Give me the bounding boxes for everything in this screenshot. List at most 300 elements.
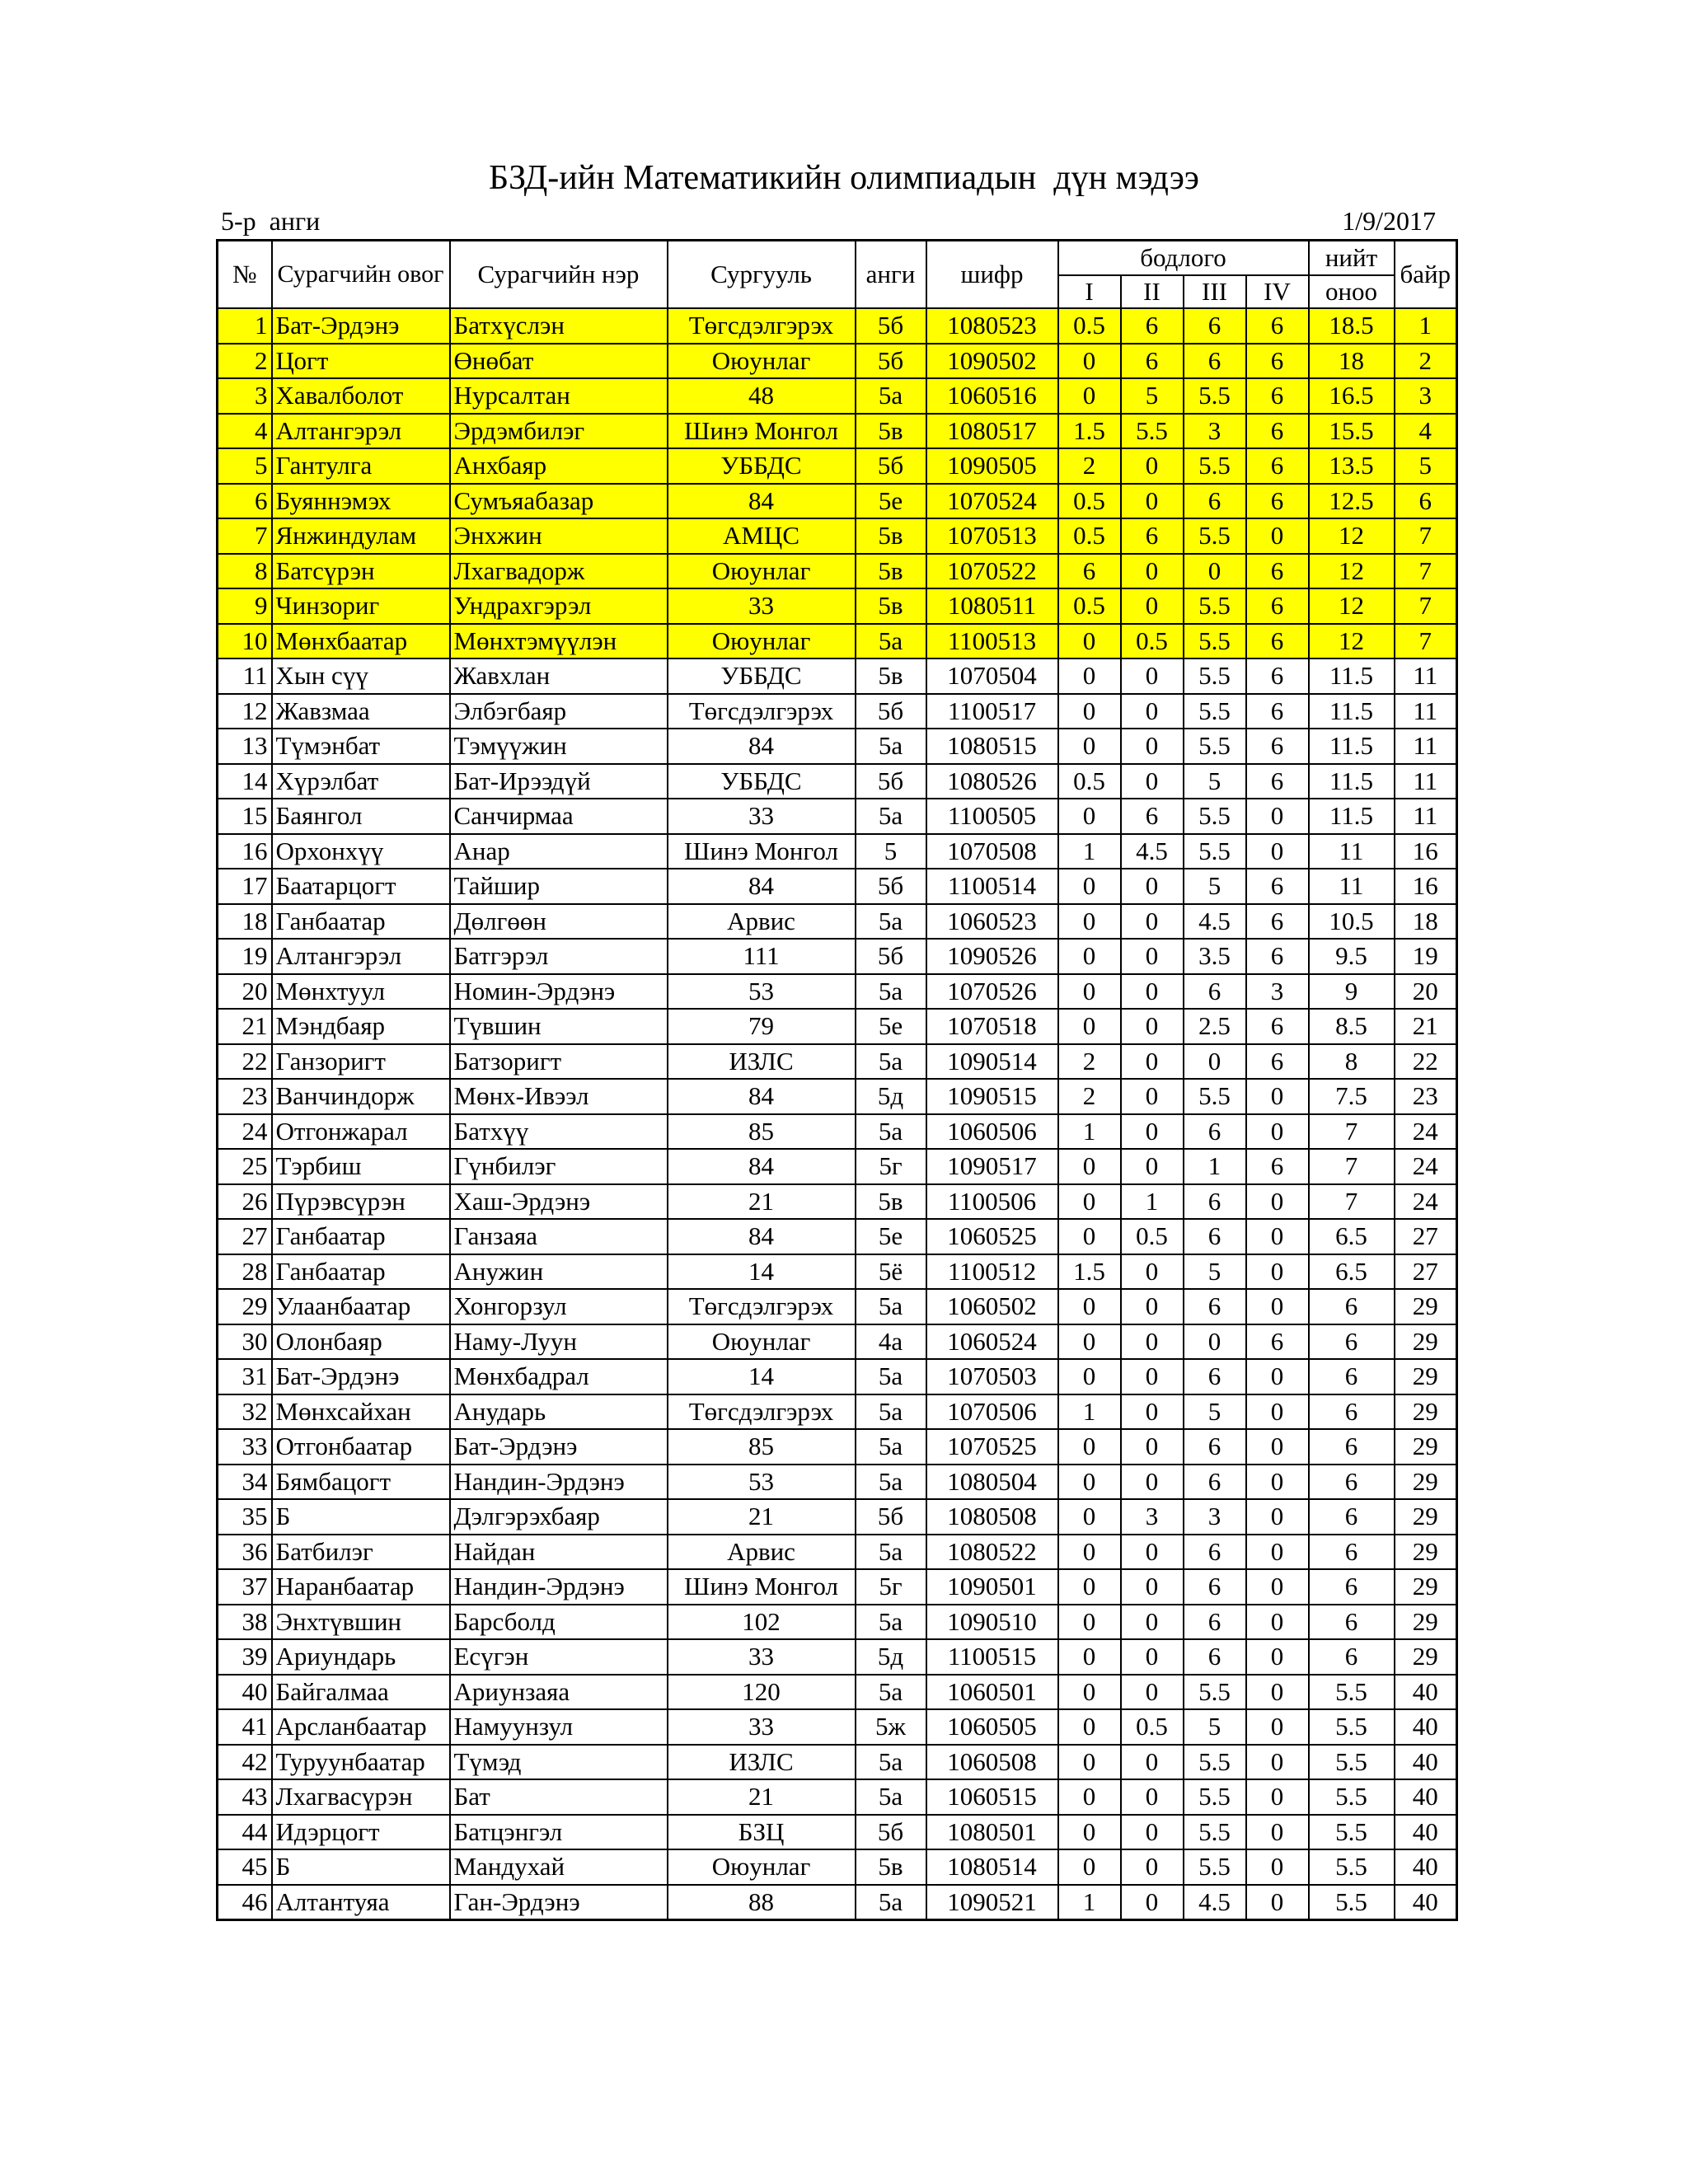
table-row	[218, 1254, 1457, 1290]
cell-problem-3: 5.5	[1184, 518, 1246, 554]
cell-total: 6.5	[1309, 1254, 1395, 1290]
cell-rank: 18	[1395, 904, 1457, 940]
cell-rank: 29	[1395, 1605, 1457, 1640]
cell-class: 5б	[856, 1499, 926, 1535]
cell-name: Наму-Луун	[450, 1324, 668, 1360]
cell-problem-2: 0	[1121, 484, 1184, 519]
cell-surname: Байгалмаа	[272, 1675, 450, 1710]
cell-rank: 4	[1395, 414, 1457, 449]
cell-problem-2: 4.5	[1121, 834, 1184, 869]
cell-problem-3: 3	[1184, 414, 1246, 449]
cell-school: 84	[668, 484, 856, 519]
header-total-line2: оноо	[1309, 275, 1395, 308]
table-row	[218, 588, 1457, 624]
cell-problem-3: 5.5	[1184, 834, 1246, 869]
cell-no: 29	[218, 1289, 272, 1324]
cell-class: 5а	[856, 1779, 926, 1815]
cell-surname: Чинзориг	[272, 588, 450, 624]
cell-problem-1: 1.5	[1058, 414, 1121, 449]
cell-problem-1: 0.5	[1058, 308, 1121, 344]
cell-surname: Баянгол	[272, 799, 450, 834]
cell-total: 7	[1309, 1149, 1395, 1184]
cell-total: 11.5	[1309, 729, 1395, 764]
cell-problem-3: 5.5	[1184, 1745, 1246, 1780]
cell-problem-4: 0	[1246, 1499, 1309, 1535]
table-row	[218, 764, 1457, 799]
cell-problem-3: 5.5	[1184, 1779, 1246, 1815]
cell-class: 5а	[856, 1044, 926, 1080]
cell-problem-2: 0	[1121, 729, 1184, 764]
table-row	[218, 1219, 1457, 1254]
cell-code: 1070506	[926, 1394, 1058, 1430]
cell-total: 6.5	[1309, 1219, 1395, 1254]
cell-class: 5е	[856, 1009, 926, 1044]
cell-total: 7.5	[1309, 1079, 1395, 1114]
cell-no: 15	[218, 799, 272, 834]
cell-problem-2: 0	[1121, 1675, 1184, 1710]
cell-problem-2: 6	[1121, 308, 1184, 344]
cell-problem-4: 6	[1246, 1149, 1309, 1184]
cell-no: 35	[218, 1499, 272, 1535]
cell-problem-2: 6	[1121, 799, 1184, 834]
cell-problem-4: 0	[1246, 799, 1309, 834]
table-body	[218, 308, 1457, 1920]
cell-school: 33	[668, 799, 856, 834]
cell-problem-3: 5.5	[1184, 588, 1246, 624]
cell-class: 5а	[856, 1359, 926, 1394]
cell-rank: 40	[1395, 1745, 1457, 1780]
cell-class: 5а	[856, 1114, 926, 1150]
cell-problem-1: 0	[1058, 904, 1121, 940]
cell-rank: 11	[1395, 764, 1457, 799]
cell-no: 34	[218, 1465, 272, 1500]
cell-total: 11.5	[1309, 799, 1395, 834]
cell-problem-3: 5.5	[1184, 1849, 1246, 1885]
cell-school: Арвис	[668, 1535, 856, 1570]
cell-surname: Хавалболот	[272, 378, 450, 414]
cell-name: Анар	[450, 834, 668, 869]
cell-problem-4: 6	[1246, 1324, 1309, 1360]
cell-rank: 1	[1395, 308, 1457, 344]
table-row	[218, 974, 1457, 1010]
cell-problem-4: 0	[1246, 1815, 1309, 1850]
cell-name: Жавхлан	[450, 658, 668, 694]
cell-problem-1: 0	[1058, 869, 1121, 904]
table-row	[218, 1605, 1457, 1640]
table-row	[218, 1044, 1457, 1080]
cell-name: Барсболд	[450, 1605, 668, 1640]
cell-problem-1: 0	[1058, 974, 1121, 1010]
cell-name: Өнөбат	[450, 344, 668, 379]
cell-name: Ганзаяа	[450, 1219, 668, 1254]
cell-problem-2: 0	[1121, 1745, 1184, 1780]
cell-name: Мөнхбадрал	[450, 1359, 668, 1394]
cell-class: 5б	[856, 694, 926, 729]
cell-problem-4: 6	[1246, 414, 1309, 449]
cell-code: 1100515	[926, 1639, 1058, 1675]
cell-problem-3: 5	[1184, 764, 1246, 799]
cell-problem-2: 0	[1121, 1009, 1184, 1044]
table-row	[218, 484, 1457, 519]
cell-name: Элбэгбаяр	[450, 694, 668, 729]
cell-name: Мандухай	[450, 1849, 668, 1885]
cell-class: 5а	[856, 799, 926, 834]
cell-class: 5е	[856, 484, 926, 519]
cell-school: Шинэ Монгол	[668, 834, 856, 869]
cell-class: 5г	[856, 1569, 926, 1605]
cell-problem-4: 6	[1246, 378, 1309, 414]
cell-problem-4: 0	[1246, 1184, 1309, 1220]
cell-surname: Б	[272, 1849, 450, 1885]
cell-name: Хаш-Эрдэнэ	[450, 1184, 668, 1220]
cell-problem-2: 0	[1121, 588, 1184, 624]
cell-total: 6	[1309, 1465, 1395, 1500]
cell-code: 1070513	[926, 518, 1058, 554]
cell-school: 53	[668, 1465, 856, 1500]
cell-surname: Алтангэрэл	[272, 414, 450, 449]
cell-problem-3: 6	[1184, 1359, 1246, 1394]
cell-problem-3: 5.5	[1184, 729, 1246, 764]
cell-problem-4: 0	[1246, 1254, 1309, 1290]
cell-code: 1060506	[926, 1114, 1058, 1150]
cell-problem-2: 0	[1121, 448, 1184, 484]
page-title: БЗД-ийн Математикийн олимпиадын дүн мэдээ	[489, 159, 1199, 197]
table-row	[218, 1324, 1457, 1360]
cell-problem-1: 2	[1058, 448, 1121, 484]
cell-problem-3: 0	[1184, 1044, 1246, 1080]
cell-problem-2: 0	[1121, 1289, 1184, 1324]
cell-no: 10	[218, 624, 272, 659]
cell-problem-1: 0	[1058, 658, 1121, 694]
cell-no: 11	[218, 658, 272, 694]
cell-surname: Түмэнбат	[272, 729, 450, 764]
cell-rank: 21	[1395, 1009, 1457, 1044]
cell-code: 1090505	[926, 448, 1058, 484]
table-row	[218, 729, 1457, 764]
cell-total: 9	[1309, 974, 1395, 1010]
cell-problem-1: 0	[1058, 1569, 1121, 1605]
cell-name: Нандин-Эрдэнэ	[450, 1465, 668, 1500]
cell-rank: 29	[1395, 1324, 1457, 1360]
cell-problem-4: 0	[1246, 1114, 1309, 1150]
cell-total: 11.5	[1309, 764, 1395, 799]
cell-rank: 29	[1395, 1499, 1457, 1535]
cell-total: 5.5	[1309, 1745, 1395, 1780]
cell-total: 6	[1309, 1499, 1395, 1535]
cell-problem-1: 2	[1058, 1079, 1121, 1114]
cell-surname: Гантулга	[272, 448, 450, 484]
cell-problem-4: 0	[1246, 1675, 1309, 1710]
cell-no: 37	[218, 1569, 272, 1605]
cell-name: Нурсалтан	[450, 378, 668, 414]
cell-problem-3: 6	[1184, 1429, 1246, 1465]
cell-problem-3: 0	[1184, 1324, 1246, 1360]
cell-no: 41	[218, 1709, 272, 1745]
cell-problem-4: 6	[1246, 1009, 1309, 1044]
cell-surname: Бямбацогт	[272, 1465, 450, 1500]
cell-rank: 3	[1395, 378, 1457, 414]
cell-code: 1070522	[926, 554, 1058, 589]
header-problem-1: I	[1058, 275, 1121, 308]
cell-surname: Янжиндулам	[272, 518, 450, 554]
cell-problem-1: 0	[1058, 1429, 1121, 1465]
table-row	[218, 1535, 1457, 1570]
table-row	[218, 1079, 1457, 1114]
cell-name: Батцэнгэл	[450, 1815, 668, 1850]
table-row	[218, 834, 1457, 869]
cell-problem-4: 6	[1246, 939, 1309, 974]
cell-problem-3: 4.5	[1184, 904, 1246, 940]
cell-problem-4: 0	[1246, 1394, 1309, 1430]
cell-code: 1060515	[926, 1779, 1058, 1815]
cell-problem-2: 5.5	[1121, 414, 1184, 449]
cell-class: 5а	[856, 1289, 926, 1324]
cell-class: 5в	[856, 588, 926, 624]
cell-no: 27	[218, 1219, 272, 1254]
cell-name: Мөнх-Ивээл	[450, 1079, 668, 1114]
table-row	[218, 939, 1457, 974]
cell-code: 1090501	[926, 1569, 1058, 1605]
table-row	[218, 518, 1457, 554]
cell-total: 12.5	[1309, 484, 1395, 519]
cell-problem-3: 5.5	[1184, 378, 1246, 414]
cell-code: 1080522	[926, 1535, 1058, 1570]
cell-problem-3: 1	[1184, 1149, 1246, 1184]
cell-problem-2: 0	[1121, 1359, 1184, 1394]
cell-surname: Мөнхсайхан	[272, 1394, 450, 1430]
report-date: 1/9/2017	[1342, 206, 1436, 236]
cell-surname: Наранбаатар	[272, 1569, 450, 1605]
cell-problem-1: 1	[1058, 1394, 1121, 1430]
cell-name: Анужин	[450, 1254, 668, 1290]
cell-rank: 11	[1395, 694, 1457, 729]
cell-code: 1090515	[926, 1079, 1058, 1114]
cell-rank: 11	[1395, 658, 1457, 694]
cell-code: 1070526	[926, 974, 1058, 1010]
cell-surname: Баатарцогт	[272, 869, 450, 904]
cell-school: 84	[668, 869, 856, 904]
cell-school: Оюунлаг	[668, 1324, 856, 1360]
cell-problem-4: 6	[1246, 484, 1309, 519]
cell-code: 1060524	[926, 1324, 1058, 1360]
cell-problem-2: 0	[1121, 1079, 1184, 1114]
cell-class: 5а	[856, 729, 926, 764]
cell-rank: 40	[1395, 1815, 1457, 1850]
cell-code: 1080515	[926, 729, 1058, 764]
cell-class: 5в	[856, 414, 926, 449]
header-no: №	[218, 241, 272, 309]
cell-problem-4: 0	[1246, 834, 1309, 869]
cell-surname: Ганзоригт	[272, 1044, 450, 1080]
cell-class: 5б	[856, 308, 926, 344]
cell-problem-3: 6	[1184, 1639, 1246, 1675]
cell-surname: Орхонхүү	[272, 834, 450, 869]
cell-total: 8.5	[1309, 1009, 1395, 1044]
cell-no: 16	[218, 834, 272, 869]
cell-no: 13	[218, 729, 272, 764]
cell-total: 6	[1309, 1394, 1395, 1430]
cell-surname: Ганбаатар	[272, 1254, 450, 1290]
cell-no: 31	[218, 1359, 272, 1394]
cell-school: 21	[668, 1499, 856, 1535]
cell-name: Ган-Эрдэнэ	[450, 1885, 668, 1920]
cell-school: 111	[668, 939, 856, 974]
cell-total: 11.5	[1309, 658, 1395, 694]
cell-surname: Бат-Эрдэнэ	[272, 308, 450, 344]
table-row	[218, 624, 1457, 659]
table-row	[218, 799, 1457, 834]
cell-problem-1: 0	[1058, 694, 1121, 729]
cell-school: Шинэ Монгол	[668, 414, 856, 449]
cell-problem-2: 0	[1121, 1044, 1184, 1080]
cell-name: Анударь	[450, 1394, 668, 1430]
table-header	[218, 241, 1457, 309]
table-row	[218, 1499, 1457, 1535]
cell-problem-4: 0	[1246, 1885, 1309, 1920]
cell-problem-1: 0	[1058, 1184, 1121, 1220]
cell-school: 33	[668, 588, 856, 624]
cell-problem-2: 5	[1121, 378, 1184, 414]
table-row	[218, 1745, 1457, 1780]
cell-name: Энхжин	[450, 518, 668, 554]
cell-code: 1060502	[926, 1289, 1058, 1324]
cell-name: Найдан	[450, 1535, 668, 1570]
cell-code: 1100517	[926, 694, 1058, 729]
cell-problem-2: 0	[1121, 658, 1184, 694]
cell-rank: 29	[1395, 1289, 1457, 1324]
cell-rank: 7	[1395, 554, 1457, 589]
cell-surname: Ганбаатар	[272, 904, 450, 940]
cell-class: 5б	[856, 344, 926, 379]
cell-problem-4: 0	[1246, 1745, 1309, 1780]
cell-code: 1070518	[926, 1009, 1058, 1044]
cell-total: 12	[1309, 518, 1395, 554]
cell-code: 1070508	[926, 834, 1058, 869]
table-row	[218, 1009, 1457, 1044]
cell-total: 12	[1309, 554, 1395, 589]
cell-class: 5б	[856, 939, 926, 974]
cell-rank: 40	[1395, 1709, 1457, 1745]
header-name: Сурагчийн нэр	[450, 241, 668, 309]
cell-problem-1: 0	[1058, 624, 1121, 659]
cell-name: Намуунзул	[450, 1709, 668, 1745]
cell-name: Хонгорзул	[450, 1289, 668, 1324]
cell-problem-4: 6	[1246, 588, 1309, 624]
cell-rank: 40	[1395, 1779, 1457, 1815]
table-row	[218, 1114, 1457, 1150]
cell-code: 1090521	[926, 1885, 1058, 1920]
cell-rank: 40	[1395, 1849, 1457, 1885]
cell-no: 22	[218, 1044, 272, 1080]
cell-no: 26	[218, 1184, 272, 1220]
cell-problem-2: 0	[1121, 1149, 1184, 1184]
cell-class: 5в	[856, 1184, 926, 1220]
grade-label: 5-р анги	[221, 206, 321, 236]
cell-no: 14	[218, 764, 272, 799]
cell-school: 14	[668, 1254, 856, 1290]
cell-name: Тайшир	[450, 869, 668, 904]
cell-school: Оюунлаг	[668, 624, 856, 659]
cell-problem-1: 0	[1058, 1289, 1121, 1324]
cell-problem-2: 0	[1121, 1639, 1184, 1675]
cell-class: 5а	[856, 1394, 926, 1430]
cell-no: 25	[218, 1149, 272, 1184]
cell-no: 28	[218, 1254, 272, 1290]
cell-problem-1: 0	[1058, 1465, 1121, 1500]
cell-school: Төгсдэлгэрэх	[668, 1289, 856, 1324]
cell-name: Сумъяабазар	[450, 484, 668, 519]
cell-total: 5.5	[1309, 1675, 1395, 1710]
cell-surname: Улаанбаатар	[272, 1289, 450, 1324]
cell-class: 5а	[856, 1885, 926, 1920]
table-row	[218, 1639, 1457, 1675]
cell-problem-1: 0	[1058, 1815, 1121, 1850]
table-row	[218, 1184, 1457, 1220]
header-problem-2: II	[1121, 275, 1184, 308]
cell-rank: 5	[1395, 448, 1457, 484]
table-row	[218, 554, 1457, 589]
cell-no: 20	[218, 974, 272, 1010]
cell-problem-2: 0	[1121, 974, 1184, 1010]
cell-total: 6	[1309, 1639, 1395, 1675]
cell-code: 1070524	[926, 484, 1058, 519]
cell-school: Төгсдэлгэрэх	[668, 308, 856, 344]
cell-surname: Ганбаатар	[272, 1219, 450, 1254]
cell-problem-1: 0	[1058, 1149, 1121, 1184]
cell-code: 1090502	[926, 344, 1058, 379]
cell-code: 1060505	[926, 1709, 1058, 1745]
cell-problem-1: 1	[1058, 1114, 1121, 1150]
cell-problem-3: 0	[1184, 554, 1246, 589]
cell-name: Ундрахгэрэл	[450, 588, 668, 624]
cell-problem-2: 6	[1121, 344, 1184, 379]
cell-problem-2: 0	[1121, 1849, 1184, 1885]
cell-code: 1080514	[926, 1849, 1058, 1885]
cell-problem-2: 0	[1121, 1465, 1184, 1500]
cell-problem-1: 0.5	[1058, 484, 1121, 519]
cell-problem-4: 0	[1246, 518, 1309, 554]
cell-total: 11	[1309, 869, 1395, 904]
cell-problem-1: 0	[1058, 1849, 1121, 1885]
cell-code: 1060516	[926, 378, 1058, 414]
cell-class: 5б	[856, 1815, 926, 1850]
cell-no: 8	[218, 554, 272, 589]
cell-problem-2: 0	[1121, 1779, 1184, 1815]
cell-code: 1090510	[926, 1605, 1058, 1640]
cell-problem-2: 1	[1121, 1184, 1184, 1220]
table-row	[218, 658, 1457, 694]
cell-school: 48	[668, 378, 856, 414]
cell-no: 21	[218, 1009, 272, 1044]
cell-no: 3	[218, 378, 272, 414]
cell-name: Батхүү	[450, 1114, 668, 1150]
cell-surname: Энхтүвшин	[272, 1605, 450, 1640]
cell-rank: 20	[1395, 974, 1457, 1010]
cell-problem-4: 6	[1246, 344, 1309, 379]
cell-problem-3: 5.5	[1184, 1675, 1246, 1710]
cell-total: 8	[1309, 1044, 1395, 1080]
cell-school: УББДС	[668, 658, 856, 694]
cell-no: 19	[218, 939, 272, 974]
cell-no: 23	[218, 1079, 272, 1114]
cell-surname: Цогт	[272, 344, 450, 379]
cell-class: 5а	[856, 1535, 926, 1570]
cell-surname: Мэндбаяр	[272, 1009, 450, 1044]
cell-code: 1080501	[926, 1815, 1058, 1850]
table-row	[218, 1849, 1457, 1885]
cell-code: 1060501	[926, 1675, 1058, 1710]
cell-problem-3: 6	[1184, 1219, 1246, 1254]
